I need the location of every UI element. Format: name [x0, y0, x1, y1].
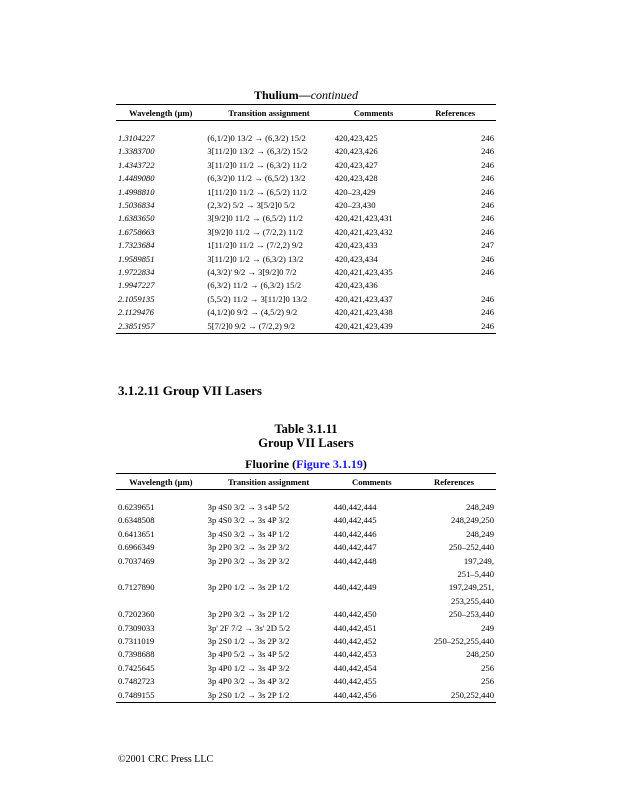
- cell-comments: 420,423,427: [334, 159, 378, 170]
- table-row: [116, 226, 496, 239]
- cell-comments: 440,442,444: [333, 502, 377, 512]
- cell-transition: (6,1/2)0 13/2 → (6,3/2) 15/2: [207, 133, 306, 143]
- cell-transition: 3[9/2]0 11/2 → (7/2,2) 11/2: [207, 226, 303, 237]
- section-heading: 3.1.2.11 Group VII Lasers: [118, 383, 262, 398]
- cell-references: 246: [481, 307, 494, 318]
- cell-wavelength: 1.3104227: [118, 133, 155, 143]
- cell-transition: 3p 2P0 3/2 → 3s 2P 3/2: [207, 555, 290, 566]
- cell-wavelength: 1.7323684: [118, 240, 155, 251]
- cell-references: 249: [481, 622, 494, 633]
- fluorine-table-caption: [116, 457, 496, 472]
- cell-wavelength: 0.7425645: [118, 662, 155, 673]
- table-row-continuation: [116, 595, 496, 608]
- cell-references: 246: [414, 320, 496, 334]
- cell-wavelength: 1.6758663: [118, 226, 155, 237]
- cell-transition: 3p 4S0 3/2 → 3s 4P 1/2: [207, 528, 290, 539]
- cell-wavelength: 0.7037469: [118, 555, 155, 566]
- cell-references: 246: [481, 200, 494, 211]
- table-row: [116, 266, 496, 279]
- cell-references: 250–252,440: [448, 542, 494, 553]
- cell-wavelength: 2.1059135: [118, 293, 155, 304]
- cell-comments: 420–23,430: [334, 200, 376, 211]
- cell-wavelength: 1.9722834: [118, 267, 155, 278]
- header-references: References: [412, 474, 496, 490]
- cell-transition: (4,3/2)' 9/2 → 3[9/2]0 7/2: [207, 267, 297, 278]
- figure-link[interactable]: Figure 3.1.19: [296, 457, 363, 471]
- table-row: [116, 159, 496, 172]
- cell-wavelength: 0.7489155: [116, 689, 206, 703]
- cell-comments: 420,421,423,437: [334, 293, 393, 304]
- cell-references: [414, 279, 496, 292]
- cell-wavelength: 1.6383650: [118, 213, 155, 224]
- cell-comments: 420–23,429: [334, 186, 376, 197]
- cell-comments: 440,442,452: [333, 636, 377, 647]
- cell-comments: 420,423,425: [334, 133, 378, 143]
- cell-transition: (2,3/2) 5/2 → 3[5/2]0 5/2: [207, 200, 296, 211]
- table-row: [116, 199, 496, 212]
- cell-references-continued: 253,255,440: [451, 595, 494, 606]
- table-row: [116, 239, 496, 252]
- table-row: [116, 172, 496, 185]
- cell-references: 246: [481, 226, 494, 237]
- table-row: [116, 541, 496, 554]
- cell-comments: 420,423,433: [334, 240, 378, 251]
- table-row: [116, 501, 496, 514]
- caption-continued: continued: [310, 88, 359, 102]
- table-row: [116, 132, 496, 145]
- cell-wavelength: 0.7309033: [118, 622, 155, 633]
- cell-comments: 420,421,423,431: [334, 213, 393, 224]
- cell-references: 250–253,440: [448, 609, 494, 620]
- table-row: [116, 689, 496, 703]
- cell-wavelength: 1.4998810: [118, 186, 155, 197]
- cell-transition: 3p 4S0 3/2 → 3 s4P 5/2: [207, 502, 290, 512]
- cell-wavelength: 1.3383700: [118, 146, 155, 157]
- cell-wavelength: 0.6239651: [118, 502, 155, 512]
- cell-references: 246: [481, 133, 494, 143]
- thulium-table-caption: [116, 88, 496, 103]
- cell-comments: 420,421,423,435: [334, 267, 393, 278]
- cell-wavelength: 1.4343722: [118, 159, 155, 170]
- header-wavelength: Wavelength (μm): [116, 474, 206, 490]
- cell-references: 250–252,255,440: [433, 636, 494, 647]
- cell-wavelength: 1.9947227: [118, 280, 155, 291]
- cell-references-continued: 251–5,440: [457, 569, 494, 580]
- header-wavelength: Wavelength (μm): [116, 105, 205, 121]
- cell-transition: (6,3/2) 11/2 → (6,3/2) 15/2: [207, 280, 302, 291]
- cell-references: 246: [481, 213, 494, 224]
- header-transition: Transition assignment: [205, 105, 332, 121]
- cell-wavelength: 0.6348508: [118, 515, 155, 526]
- header-comments: Comments: [333, 105, 415, 121]
- cell-transition: 3p' 2F 7/2 → 3s' 2D 5/2: [207, 622, 291, 633]
- cell-references: 256: [481, 676, 494, 687]
- cell-transition: 3[11/2]0 13/2 → (6,3/2) 15/2: [207, 146, 308, 157]
- table-row: [116, 145, 496, 158]
- cell-transition: 3[11/2]0 11/2 → (6,3/2) 11/2: [207, 159, 307, 170]
- cell-transition: (4,1/2)0 9/2 → (4,5/2) 9/2: [207, 307, 298, 318]
- cell-comments: 420,423,426: [334, 146, 378, 157]
- cell-wavelength: 0.7311019: [118, 636, 155, 647]
- table-row: [116, 293, 496, 306]
- table-row: [116, 514, 496, 527]
- cell-wavelength: 2.3851957: [116, 320, 205, 334]
- cell-comments: 440,442,454: [333, 662, 377, 673]
- cell-comments: 440,442,450: [333, 609, 377, 620]
- table-row: [116, 648, 496, 661]
- cell-wavelength: 0.7398688: [118, 649, 155, 660]
- cell-references: 248,250: [466, 649, 494, 660]
- cell-wavelength: 0.6413651: [118, 528, 155, 539]
- cell-references: 246: [481, 186, 494, 197]
- cell-wavelength: 0.6966349: [118, 542, 155, 553]
- table-row: [116, 622, 496, 635]
- cell-references: 246: [481, 146, 494, 157]
- cell-comments: 440,442,453: [333, 649, 377, 660]
- cell-transition: 3p 2P0 3/2 → 3s 2P 1/2: [207, 609, 290, 620]
- caption-close-paren: ): [362, 457, 367, 471]
- cell-comments: 440,442,456: [332, 689, 413, 703]
- table-row: [116, 662, 496, 675]
- cell-transition: 3p 4P0 3/2 → 3s 4P 3/2: [207, 676, 290, 687]
- cell-transition: 3p 4P0 5/2 → 3s 4P 5/2: [207, 649, 290, 660]
- fluorine-table: [116, 473, 496, 703]
- cell-wavelength: 0.7482723: [118, 676, 155, 687]
- table-row: [116, 675, 496, 688]
- cell-transition: 1[11/2]0 11/2 → (6,5/2) 11/2: [207, 186, 307, 197]
- cell-comments: 420,421,423,439: [333, 320, 415, 334]
- cell-comments: 440,442,448: [333, 555, 377, 566]
- cell-references: 246: [481, 253, 494, 264]
- cell-references: 248,249,250: [451, 515, 494, 526]
- cell-wavelength: 0.7127890: [118, 582, 155, 593]
- table-row: [116, 253, 496, 266]
- table-row: [116, 555, 496, 568]
- table-row: [116, 212, 496, 225]
- cell-wavelength: 1.9589851: [118, 253, 155, 264]
- cell-transition: (5,5/2) 11/2 → 3[11/2]0 13/2: [207, 293, 308, 304]
- cell-transition: 3[9/2]0 11/2 → (6,5/2) 11/2: [207, 213, 303, 224]
- cell-references: 256: [481, 662, 494, 673]
- cell-comments: 440,442,447: [333, 542, 377, 553]
- fluorine-table-body: [116, 490, 496, 703]
- cell-references: 247: [481, 240, 494, 251]
- cell-transition: 3p 2P0 1/2 → 3s 2P 1/2: [207, 582, 290, 593]
- table-row: [116, 528, 496, 541]
- cell-references: 197,249,251,: [448, 582, 494, 593]
- cell-references: 248,249: [466, 528, 494, 539]
- cell-transition: 3p 2S0 1/2 → 3s 2P 3/2: [207, 636, 290, 647]
- cell-wavelength: 1.5036834: [118, 200, 155, 211]
- thulium-table-body: [116, 121, 496, 334]
- table-row: [116, 581, 496, 594]
- cell-transition: 3p 2S0 1/2 → 3s 2P 1/2: [206, 689, 332, 703]
- cell-comments: 440,442,455: [333, 676, 377, 687]
- table-title-number: Table 3.1.11: [274, 422, 338, 436]
- table-row: [116, 186, 496, 199]
- cell-references: 250,252,440: [412, 689, 496, 703]
- table-row: [116, 279, 496, 292]
- cell-transition: (6,3/2)0 11/2 → (6,5/2) 13/2: [207, 173, 306, 184]
- cell-transition: 3[11/2]0 1/2 → (6,3/2) 13/2: [207, 253, 304, 264]
- cell-wavelength: 0.7202360: [118, 609, 155, 620]
- cell-references: 246: [481, 173, 494, 184]
- table-row-continuation: [116, 568, 496, 581]
- cell-references: 248,249: [466, 502, 494, 512]
- cell-references: 246: [481, 267, 494, 278]
- table-title: [116, 422, 496, 450]
- cell-transition: 3p 4P0 1/2 → 3s 4P 3/2: [207, 662, 290, 673]
- cell-wavelength: 2.1129476: [118, 307, 154, 318]
- thulium-table: [116, 104, 496, 334]
- cell-comments: 420,421,423,432: [334, 226, 393, 237]
- cell-comments: 420,423,436: [334, 280, 378, 291]
- table-header-row: [116, 474, 496, 490]
- cell-wavelength: 1.4489080: [118, 173, 155, 184]
- cell-transition: 5[7/2]0 9/2 → (7/2,2) 9/2: [205, 320, 332, 334]
- table-row: [116, 320, 496, 334]
- cell-comments: 440,442,446: [333, 528, 377, 539]
- cell-comments: 440,442,451: [333, 622, 377, 633]
- table-row: [116, 608, 496, 621]
- header-transition: Transition assignment: [206, 474, 332, 490]
- cell-comments: 420,421,423,438: [334, 307, 393, 318]
- cell-references: 246: [481, 159, 494, 170]
- caption-element-name: Thulium—: [253, 88, 311, 102]
- header-references: References: [414, 105, 496, 121]
- cell-comments: 420,423,434: [334, 253, 378, 264]
- cell-comments: 420,423,428: [334, 173, 378, 184]
- cell-references: 246: [481, 293, 494, 304]
- cell-transition: 3p 2P0 3/2 → 3s 2P 3/2: [207, 542, 290, 553]
- cell-comments: 440,442,445: [333, 515, 377, 526]
- table-row: [116, 306, 496, 319]
- copyright-footer: ©2001 CRC Press LLC: [118, 754, 214, 765]
- caption-element-name: Fluorine (: [245, 457, 297, 471]
- cell-transition: 3p 4S0 3/2 → 3s 4P 3/2: [207, 515, 290, 526]
- cell-comments: 440,442,449: [333, 582, 377, 593]
- table-row: [116, 635, 496, 648]
- cell-references: 197,249,: [463, 555, 494, 566]
- table-title-name: Group VII Lasers: [258, 436, 354, 450]
- cell-transition: 1[11/2]0 11/2 → (7/2,2) 9/2: [207, 240, 303, 251]
- header-comments: Comments: [332, 474, 413, 490]
- table-header-row: [116, 105, 496, 121]
